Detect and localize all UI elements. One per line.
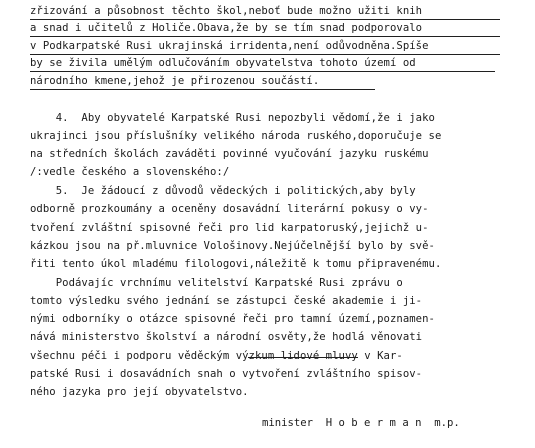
underline-mark — [30, 36, 500, 37]
strikethrough-mark — [248, 357, 358, 358]
text-line: v Podkarpatské Rusi ukrajinská irridenta,není odůvodněna.Spíše — [30, 40, 429, 52]
text-line: Podávajíc vrchnímu velitelství Karpatské Rusi zprávu o — [30, 277, 403, 289]
text-line: by se živila umělým odlučováním obyvatelstva tohoto území od — [30, 57, 416, 69]
underline-mark — [30, 71, 495, 72]
text-line: řiti tento úkol mladému filologovi,náležitě k tomu připravenému. — [30, 258, 442, 270]
underline-mark — [30, 89, 375, 90]
text-line: 5. Je žádoucí z důvodů vědeckých i politických,aby byly — [30, 185, 416, 197]
text-line: ukrajinci jsou příslušníky velikého národa ruského,doporučuje se — [30, 130, 442, 142]
text-line: tomto výsledku svého jednání se zástupci české akademie i ji- — [30, 295, 423, 307]
text-line: kázkou jsou na př.mluvnice Vološinovy.Nejúčelnější bylo by svě- — [30, 240, 435, 252]
text-line: odborně prozkoumány a oceněny dosavádní literární pokusy o vy- — [30, 203, 429, 215]
text-line: ného jazyka pro její obyvatelstvo. — [30, 386, 249, 398]
text-line: nými odborníky o otázce spisovné řeči pro tamní území,poznamen- — [30, 313, 435, 325]
text-line: národního kmene,jehož je přirozenou součástí. — [30, 75, 320, 87]
text-line: tvoření zvláštní spisovné řeči pro lid karpatoruský,jejichž u- — [30, 222, 429, 234]
text-line: patské Rusi i dosavádních snah o vytvoření zvláštního spisov- — [30, 368, 423, 380]
underline-mark — [30, 19, 500, 20]
underline-mark — [30, 54, 500, 55]
text-line: a snad i učitelů z Holiče.Obava,že by se tím snad podporovalo — [30, 22, 423, 34]
text-line: na středních školách zaváděti povinné vyučování jazyku ruskému — [30, 148, 429, 160]
text-line: zřizování a působnost těchto škol,neboť bude možno užiti knih — [30, 5, 423, 17]
text-line: všechnu péči i podporu věděckým výzkum lidové mluvy v Kar- — [30, 350, 403, 362]
signature-line: minister H o b e r m a n m.p. — [262, 417, 460, 429]
text-line: /:vedle českého a slovenského:/ — [30, 166, 230, 178]
text-line: 4. Aby obyvatelé Karpatské Rusi nepozbyli vědomí,že i jako — [30, 112, 435, 124]
text-line: nává ministerstvo školství a národní osvěty,že hodlá věnovati — [30, 331, 423, 343]
